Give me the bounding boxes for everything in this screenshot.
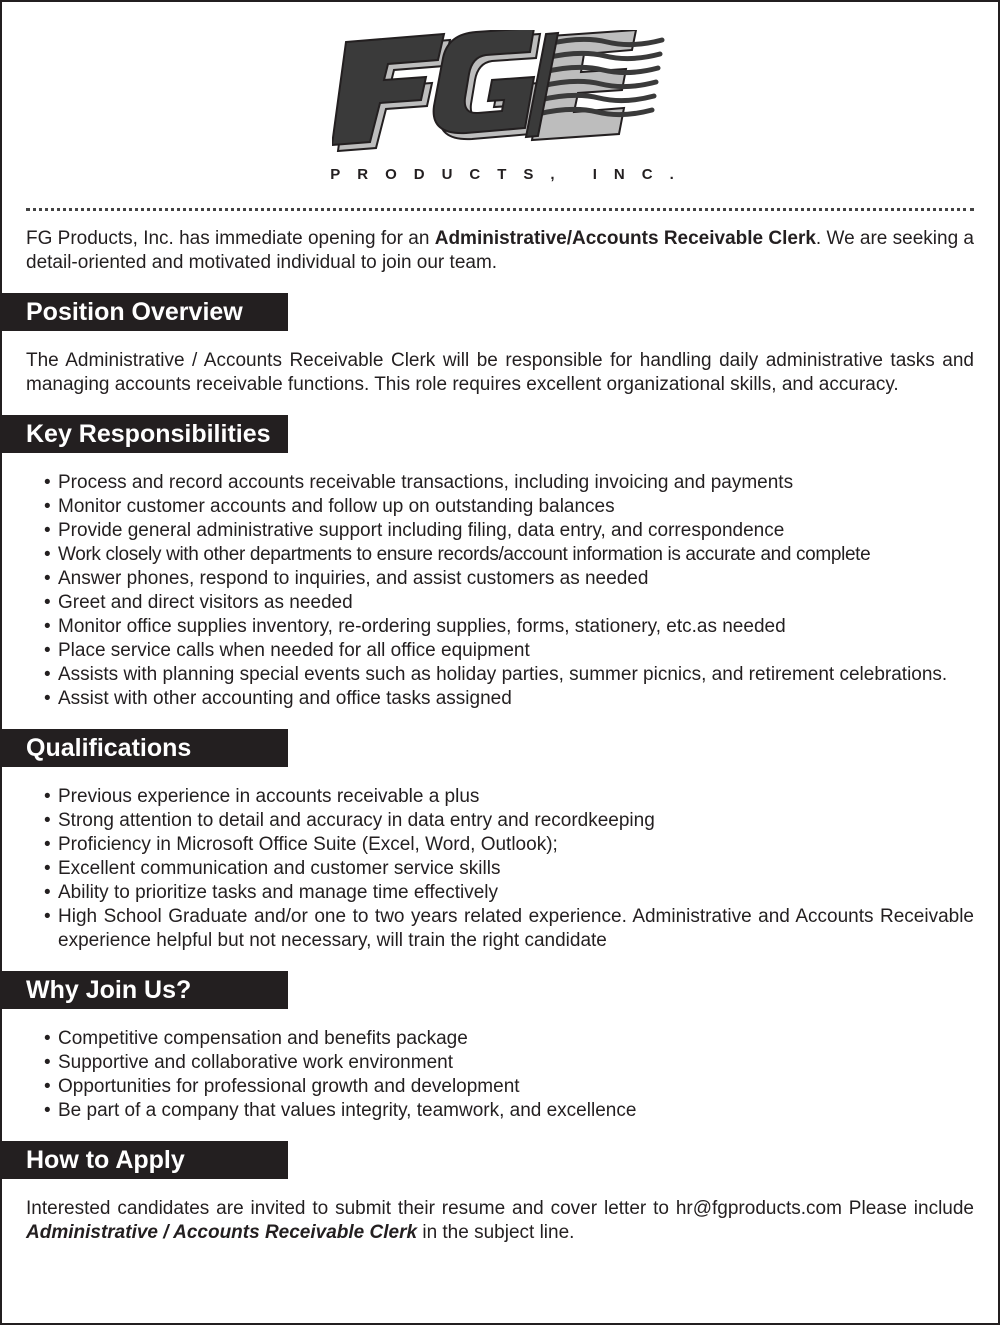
email-subject-line: Administrative / Accounts Receivable Clerk bbox=[26, 1222, 418, 1243]
intro-text-end: . We are seeking a detail-oriented and motivated individual to join our team. bbox=[26, 228, 974, 273]
apply-paragraph bbox=[26, 1197, 974, 1245]
list-item: • Assists with planning special events such as holiday parties, summer picnics, and retirement celebrations. bbox=[26, 663, 974, 687]
list-item: • Supportive and collaborative work environment bbox=[26, 1051, 974, 1075]
apply-text: Interested candidates are invited to submit their resume and cover letter to hr@fgproducts.com Please include bbox=[26, 1198, 974, 1219]
responsibilities-list bbox=[26, 471, 974, 711]
overview-paragraph: The Administrative / Accounts Receivable Clerk will be responsible for handling daily administrative tasks and managing accounts receivable functions. This role requires excellent organizational skills, and accuracy. bbox=[26, 350, 974, 395]
benefits-list bbox=[26, 1027, 974, 1123]
list-item: • Monitor customer accounts and follow up on outstanding balances bbox=[26, 495, 974, 519]
list-item: • Ability to prioritize tasks and manage time effectively bbox=[26, 881, 974, 905]
heading-position-overview: Position Overview bbox=[2, 293, 288, 331]
list-item: • Place service calls when needed for all office equipment bbox=[26, 639, 974, 663]
list-item: • Assist with other accounting and office tasks assigned bbox=[26, 687, 974, 711]
intro-paragraph bbox=[26, 227, 974, 275]
list-item: • Competitive compensation and benefits package bbox=[26, 1027, 974, 1051]
list-item: • Previous experience in accounts receivable a plus bbox=[26, 785, 974, 809]
fge-logo-icon bbox=[332, 30, 672, 152]
list-item: • Monitor office supplies inventory, re-ordering supplies, forms, stationery, etc.as needed bbox=[26, 615, 974, 639]
list-item: • High School Graduate and/or one to two years related experience. Administrative and Accounts Receivable experience helpful but not necessary, will train the right candidate bbox=[26, 905, 974, 953]
list-item: • Greet and direct visitors as needed bbox=[26, 591, 974, 615]
company-tagline: PRODUCTS, INC. bbox=[330, 166, 691, 183]
heading-qualifications: Qualifications bbox=[2, 729, 288, 767]
qualifications-list bbox=[26, 785, 974, 953]
heading-how-to-apply: How to Apply bbox=[2, 1141, 288, 1179]
company-logo bbox=[2, 30, 1000, 152]
heading-why-join-us: Why Join Us? bbox=[2, 971, 288, 1009]
posting-content bbox=[26, 227, 974, 1245]
list-item: • Excellent communication and customer service skills bbox=[26, 857, 974, 881]
list-item: • Be part of a company that values integrity, teamwork, and excellence bbox=[26, 1099, 974, 1123]
list-item: • Opportunities for professional growth and development bbox=[26, 1075, 974, 1099]
position-title: Administrative/Accounts Receivable Clerk bbox=[434, 228, 816, 249]
heading-key-responsibilities: Key Responsibilities bbox=[2, 415, 288, 453]
intro-text: FG Products, Inc. has immediate opening for an bbox=[26, 228, 435, 249]
list-item: • Process and record accounts receivable transactions, including invoicing and payments bbox=[26, 471, 974, 495]
list-item: • Strong attention to detail and accuracy in data entry and recordkeeping bbox=[26, 809, 974, 833]
apply-text-end: in the subject line. bbox=[417, 1222, 575, 1243]
dotted-divider bbox=[26, 208, 974, 211]
list-item: • Provide general administrative support including filing, data entry, and correspondence bbox=[26, 519, 974, 543]
list-item: • Answer phones, respond to inquiries, and assist customers as needed bbox=[26, 567, 974, 591]
list-item: • Proficiency in Microsoft Office Suite (Excel, Word, Outlook); bbox=[26, 833, 974, 857]
list-item: • Work closely with other departments to ensure records/account information is accurate and complete bbox=[26, 543, 974, 567]
